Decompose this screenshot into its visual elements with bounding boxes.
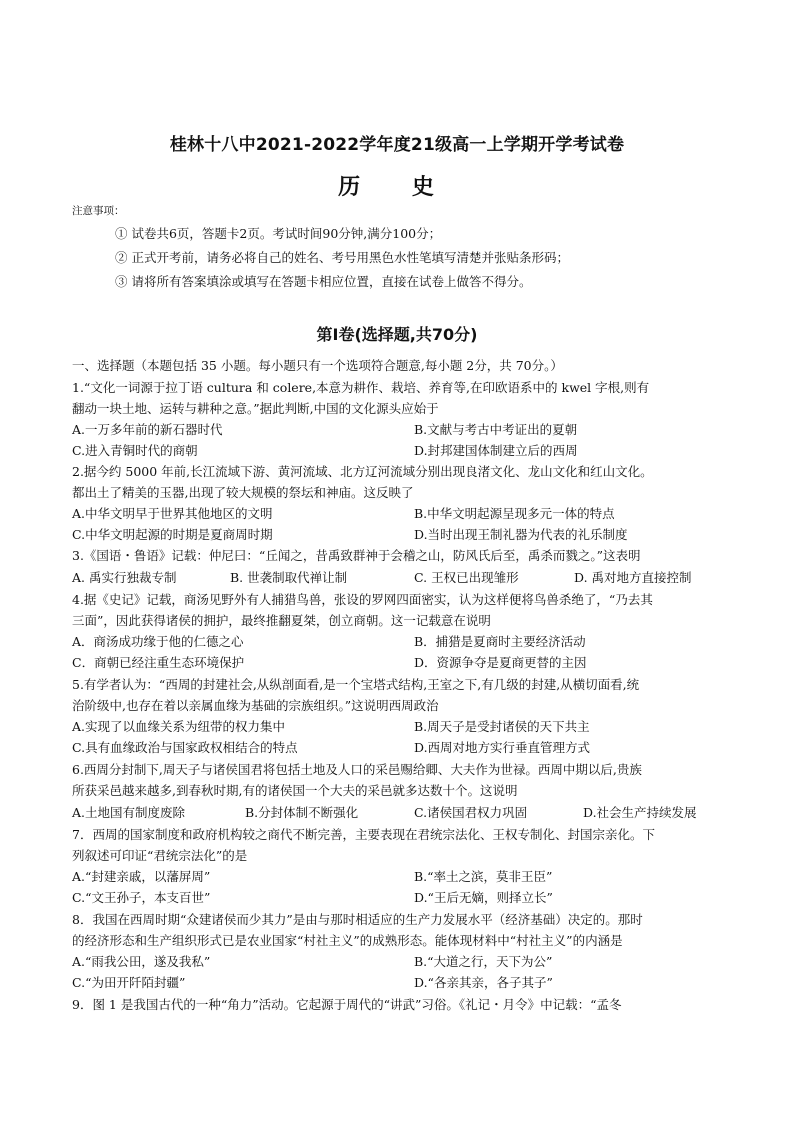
section-intro: 一、选择题（本题包括 35 小题。每小题只有一个选项符合题意,每小题 2分，共 70分。） <box>72 358 563 373</box>
option-c: C.中华文明起源的时期是夏商周时期 <box>72 527 273 542</box>
option-b: B.“率土之滨，莫非王臣” <box>414 869 553 884</box>
question-stem: 列叙述可印证“君统宗法化”的是 <box>72 848 248 863</box>
question-stem: 4.据《史记》记载，商汤见野外有人捕猎鸟兽，张设的罗网四面密实，认为这样便将鸟兽杀绝了，“乃去其 <box>72 592 653 607</box>
option-d: D.“各亲其亲，各子其子” <box>414 975 553 990</box>
question-stem: 8．我国在西周时期“众建诸侯而少其力”是由与那时相适应的生产力发展水平（经济基础）决定的。那时 <box>72 912 643 927</box>
option-b: B．捕猎是夏商时主要经济活动 <box>414 634 586 649</box>
exam-title: 桂林十八中2021-2022学年度21级高一上学期开学考试卷 <box>169 135 625 155</box>
option-c: C. 王权已出现雏形 <box>414 570 519 585</box>
option-d: D. 禹对地方直接控制 <box>574 570 692 585</box>
option-d: D.“王后无嫡，则择立长” <box>414 890 553 905</box>
option-b: B.周天子是受封诸侯的天下共主 <box>414 719 590 734</box>
question-stem: 7．西周的国家制度和政府机构较之商代不断完善，主要表现在君统宗法化、王权专制化、封国宗亲化。下 <box>72 827 655 842</box>
option-c: C.诸侯国君权力巩固 <box>414 805 528 820</box>
notes-heading: 注意事项： <box>72 205 125 217</box>
option-a: A.“封建亲戚，以藩屏周” <box>72 869 211 884</box>
option-d: D．资源争夺是夏商更替的主因 <box>414 655 587 670</box>
option-a: A.“雨我公田，遂及我私” <box>72 954 211 969</box>
subject-title: 历 史 <box>338 175 456 200</box>
option-d: D.西周对地方实行垂直管理方式 <box>414 740 591 755</box>
option-c: C.“文王孙子，本支百世” <box>72 890 211 905</box>
option-a: A．商汤成功缘于他的仁德之心 <box>72 634 244 649</box>
question-stem: 的经济形态和生产组织形式已是农业国家“村社主义”的成熟形态。能体现材料中“村社主义”的内涵是 <box>72 933 623 948</box>
question-stem: 治阶级中,也存在着以亲属血缘为基础的宗族组织。”这说明西周政治 <box>72 698 439 713</box>
question-stem: 三面”，因此获得诸侯的拥护，最终推翻夏桀，创立商朝。这一记载意在说明 <box>72 613 491 628</box>
section-title: 第I卷(选择题,共70分) <box>316 325 478 344</box>
question-stem: 翻动一块土地、运转与耕种之意。”据此判断,中国的文化源头应始于 <box>72 401 439 416</box>
option-b: B.中华文明起源呈现多元一体的特点 <box>414 506 615 521</box>
option-c: C.具有血缘政治与国家政权相结合的特点 <box>72 740 298 755</box>
question-stem: 6.西周分封制下,周天子与诸侯国君将包括土地及人口的采邑赐给卿、大夫作为世禄。西周中期以后,贵族 <box>72 762 642 777</box>
option-a: A. 禹实行独裁专制 <box>72 570 177 585</box>
question-stem: 都出土了精美的玉器,出现了较大规模的祭坛和神庙。这反映了 <box>72 485 414 500</box>
option-d: D.当时出现王制礼器为代表的礼乐制度 <box>414 527 628 542</box>
option-b: B.分封体制不断强化 <box>245 805 359 820</box>
option-b: B. 世袭制取代禅让制 <box>230 570 348 585</box>
option-d: D.社会生产持续发展 <box>583 805 697 820</box>
note-item: ② 正式开考前，请务必将自己的姓名、考号用黑色水性笔填写清楚并张贴条形码； <box>115 250 569 265</box>
option-c: C.“为田开阡陌封疆” <box>72 975 186 990</box>
note-item: ③ 请将所有答案填涂或填写在答题卡相应位置，直接在试卷上做答不得分。 <box>115 274 532 289</box>
option-b: B.“大道之行，天下为公” <box>414 954 553 969</box>
option-d: D.封邦建国体制建立后的西周 <box>414 443 578 458</box>
option-a: A.一万多年前的新石器时代 <box>72 422 223 437</box>
option-c: C．商朝已经注重生态环境保护 <box>72 655 245 670</box>
option-a: A.中华文明早于世界其他地区的文明 <box>72 506 273 521</box>
option-b: B.文献与考古中考证出的夏朝 <box>414 422 578 437</box>
question-stem: 所获采邑越来越多,到春秋时期,有的诸侯国一个大夫的采邑就多达数十个。这说明 <box>72 783 518 798</box>
note-item: ① 试卷共6页，答题卡2页。考试时间90分钟,满分100分； <box>115 226 442 241</box>
question-stem: 9．图 1 是我国古代的一种“角力”活动。它起源于周代的“讲武”习俗。《礼记・月令》中记载：“孟冬 <box>72 997 622 1012</box>
option-a: A.实现了以血缘关系为纽带的权力集中 <box>72 719 286 734</box>
question-stem: 3.《国语・鲁语》记载：仲尼曰：“丘闻之，昔禹致群神于会稽之山，防风氏后至，禹杀而戮之。”这表明 <box>72 548 641 563</box>
question-stem: 5.有学者认为：“西周的封建社会,从纵剖面看,是一个宝塔式结构,王室之下,有几级的封建,从横切面看,统 <box>72 677 640 692</box>
option-a: A.土地国有制度废除 <box>72 805 186 820</box>
question-stem: 1.“文化一词源于拉丁语 cultura 和 colere,本意为耕作、栽培、养育等,在印欧语系中的 kwel 字根,则有 <box>72 380 650 395</box>
question-stem: 2.据今约 5000 年前,长江流域下游、黄河流域、北方辽河流域分别出现良渚文化、龙山文化和红山文化。 <box>72 464 653 479</box>
option-c: C.进入青铜时代的商朝 <box>72 443 198 458</box>
